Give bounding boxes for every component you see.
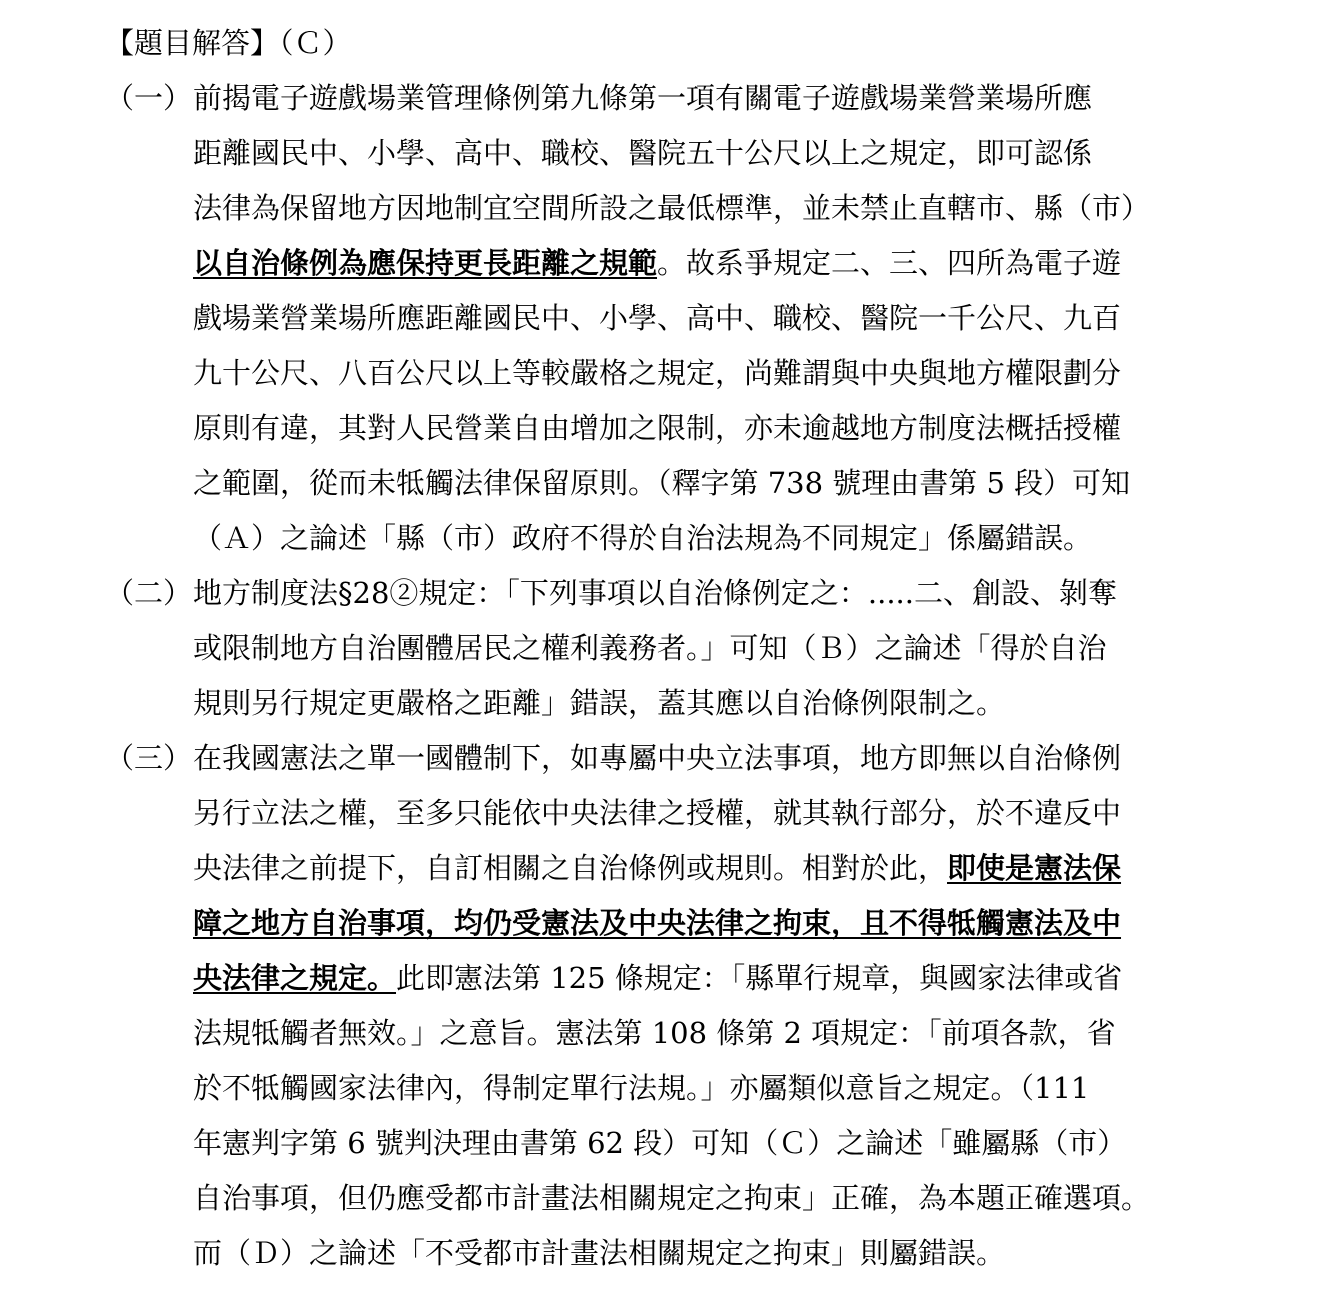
section-1-line-2: 距離國民中、小學、高中、職校、醫院五十公尺以上之規定，即可認係: [193, 136, 1093, 170]
emphasized-text: 以自治條例為應保持更長距離之規範: [193, 246, 658, 280]
line-text: 。故系爭規定二、三、四所為電子遊: [657, 246, 1122, 280]
section-1-line-1: 前揭電子遊戲場業管理條例第九條第一項有關電子遊戲場業營業場所應: [193, 81, 1093, 115]
emphasized-text: 央法律之規定。: [193, 961, 397, 995]
section-marker: （二）: [105, 576, 193, 610]
section-3-line-7: 於不牴觸國家法律內，得制定單行法規。」亦屬類似意旨之規定。（111: [193, 1071, 1090, 1105]
section-1-line-3: 法律為保留地方因地制宜空間所設之最低標準，並未禁止直轄市、縣（市）: [193, 191, 1151, 225]
section-2-line-1: 地方制度法§28②規定：「下列事項以自治條例定之：.....二、創設、剝奪: [193, 576, 1117, 610]
section-2-line-2: 或限制地方自治團體居民之權利義務者。」可知（Ｂ）之論述「得於自治: [193, 631, 1107, 665]
section-3-line-5: [193, 958, 1122, 998]
section-3-line-6: 法規牴觸者無效。」之意旨。憲法第 108 條第 2 項規定：「前項各款，省: [193, 1016, 1116, 1050]
section-1-line-7: 原則有違，其對人民營業自由增加之限制，亦未逾越地方制度法概括授權: [193, 411, 1122, 445]
section-3-line-8: 年憲判字第 6 號判決理由書第 62 段）可知（Ｃ）之論述「雖屬縣（市）: [193, 1126, 1127, 1160]
section-3-line-10: 而（Ｄ）之論述「不受都市計畫法相關規定之拘束」則屬錯誤。: [193, 1236, 1006, 1270]
answer-title: 【題目解答】（Ｃ）: [105, 26, 352, 60]
line-text: 央法律之前提下，自訂相關之自治條例或規則。相對於此，: [193, 851, 948, 885]
line-text: 此即憲法第 125 條規定：「縣單行規章，與國家法律或省: [396, 961, 1123, 995]
section-1-line-9: （Ａ）之論述「縣（市）政府不得於自治法規為不同規定」係屬錯誤。: [193, 521, 1093, 555]
section-3-line-1: 在我國憲法之單一國體制下，如專屬中央立法事項，地方即無以自治條例: [193, 741, 1122, 775]
emphasized-text: 即使是憲法保: [947, 851, 1122, 885]
section-3-line-4: [193, 903, 1121, 943]
section-marker: （三）: [105, 741, 193, 775]
section-3-line-9: 自治事項，但仍應受都市計畫法相關規定之拘束」正確，為本題正確選項。: [193, 1181, 1151, 1215]
section-1-line-5: 戲場業營業場所應距離國民中、小學、高中、職校、醫院一千公尺、九百: [193, 301, 1122, 335]
section-1-line-8: 之範圍，從而未牴觸法律保留原則。（釋字第 738 號理由書第 5 段）可知: [193, 466, 1131, 500]
section-marker: （一）: [105, 81, 193, 115]
section-3-line-3: [193, 848, 1121, 888]
section-3-line-2: 另行立法之權，至多只能依中央法律之授權，就其執行部分，於不違反中: [193, 796, 1122, 830]
emphasized-text: 障之地方自治事項，均仍受憲法及中央法律之拘束，且不得牴觸憲法及中: [193, 906, 1122, 940]
section-1-line-6: 九十公尺、八百公尺以上等較嚴格之規定，尚難謂與中央與地方權限劃分: [193, 356, 1122, 390]
section-2-line-3: 規則另行規定更嚴格之距離」錯誤，蓋其應以自治條例限制之。: [193, 686, 1006, 720]
section-1-line-4: [193, 243, 1121, 283]
